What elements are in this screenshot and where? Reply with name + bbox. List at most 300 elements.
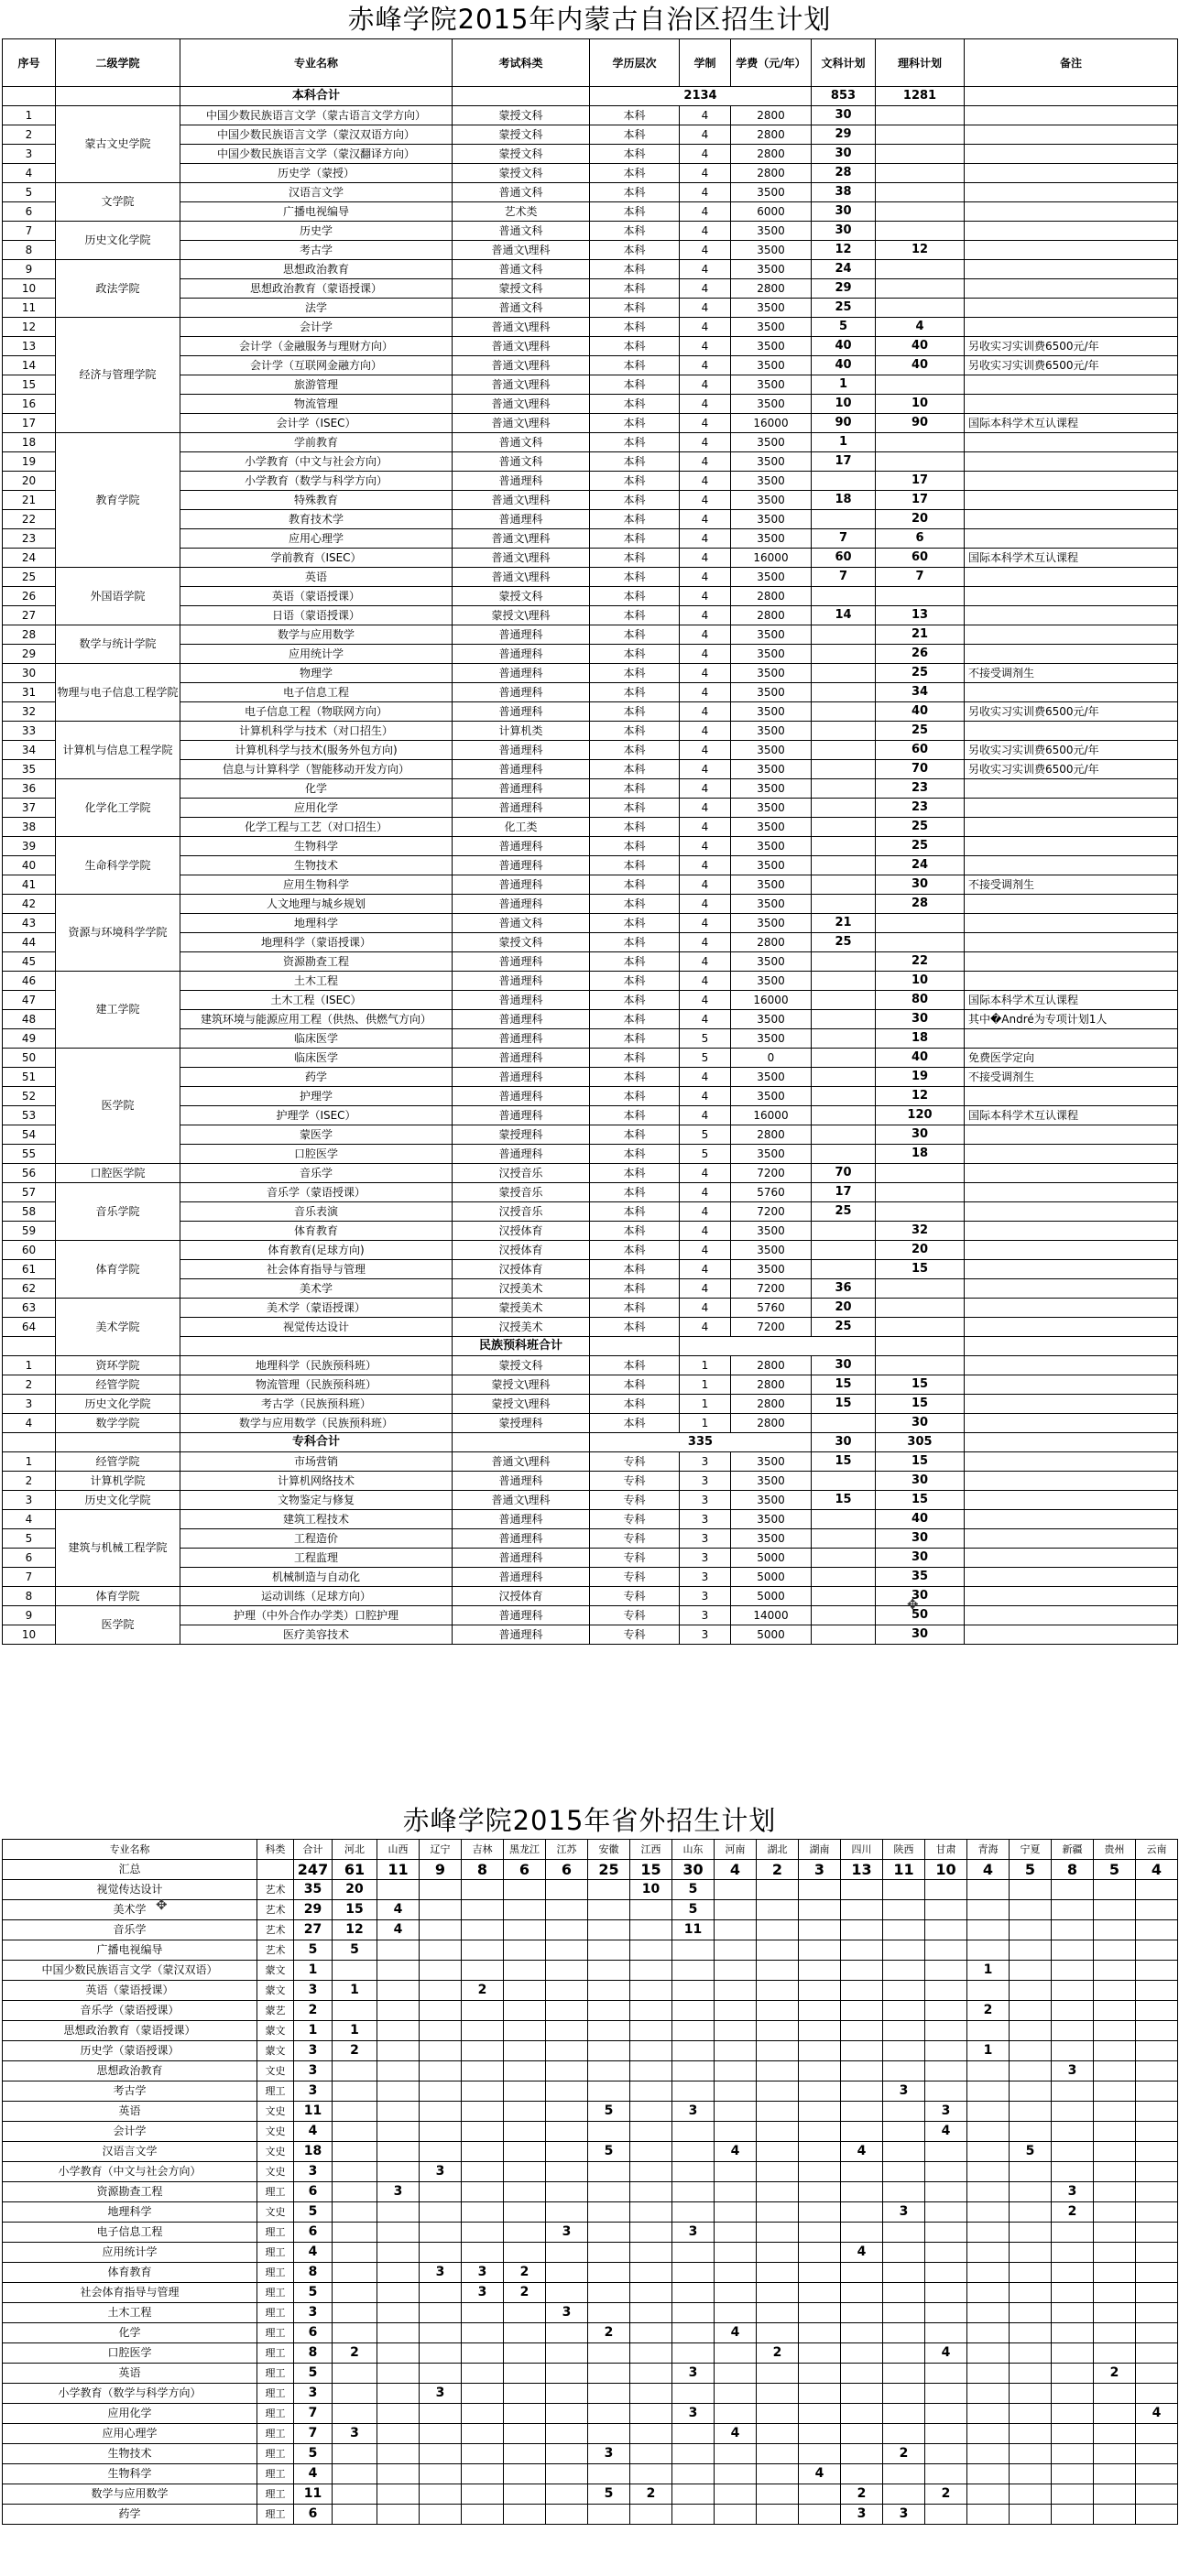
quota-cell (377, 1961, 420, 1981)
quota-cell (377, 2323, 420, 2343)
remark (965, 1260, 1178, 1279)
wen-quota: 18 (812, 491, 876, 510)
quota-cell (1052, 2102, 1094, 2122)
quota-cell (1136, 2283, 1178, 2303)
cell (3, 1337, 56, 1356)
quota-cell (715, 2102, 757, 2122)
quota-cell (333, 2122, 377, 2142)
quota-cell (799, 2283, 841, 2303)
remark: 另收实习实训费6500元/年 (965, 741, 1178, 760)
quota-cell (672, 2202, 715, 2223)
quota-cell (1136, 2102, 1178, 2122)
quota-cell (588, 2404, 630, 2424)
tuition: 3500 (731, 1472, 812, 1491)
wen-quota (812, 1587, 876, 1606)
li-quota: 26 (876, 645, 965, 664)
table-row (3, 1241, 1178, 1260)
li-quota: 7 (876, 568, 965, 587)
quota-cell (462, 2384, 504, 2404)
major-name: 建筑环境与能源应用工程（供热、供燃气方向） (180, 1010, 453, 1029)
quota-cell (546, 2122, 588, 2142)
tuition: 3500 (731, 818, 812, 837)
quota-cell (841, 1900, 883, 1920)
row-number: 25 (3, 568, 56, 587)
wen-quota (812, 1125, 876, 1145)
li-quota: 60 (876, 741, 965, 760)
exam-category: 蒙授文\理科 (453, 1395, 590, 1414)
total-cell: 6 (504, 1860, 546, 1880)
major-name: 机械制造与自动化 (180, 1568, 453, 1587)
degree-level: 本科 (590, 933, 680, 952)
quota-cell (883, 2182, 925, 2202)
quota-cell (504, 1961, 546, 1981)
study-years: 4 (680, 1318, 731, 1337)
quota-cell (883, 2061, 925, 2081)
school-name: 生命科学学院 (56, 837, 180, 895)
total-cell: 25 (588, 1860, 630, 1880)
wen-quota: 28 (812, 164, 876, 183)
exam-category: 蒙授文\理科 (453, 1375, 590, 1395)
major-name: 工程监理 (180, 1549, 453, 1568)
row-number: 15 (3, 375, 56, 395)
quota-cell (377, 2283, 420, 2303)
quota-cell (630, 2303, 672, 2323)
tuition: 3500 (731, 1222, 812, 1241)
section-li: 1281 (876, 87, 965, 106)
quota-cell (1136, 2303, 1178, 2323)
major-name: 会计学（金融服务与理财方向） (180, 337, 453, 356)
tuition: 3500 (731, 741, 812, 760)
tuition: 2800 (731, 106, 812, 125)
li-quota: 15 (876, 1375, 965, 1395)
quota-cell (462, 2001, 504, 2021)
tuition: 3500 (731, 260, 812, 279)
remark: 免费医学定向 (965, 1049, 1178, 1068)
table-row (3, 1900, 1178, 1920)
quota-cell (967, 2303, 1010, 2323)
quota-cell (420, 1940, 462, 1961)
quota-cell (967, 1940, 1010, 1961)
study-years: 4 (680, 529, 731, 549)
tuition: 7200 (731, 1279, 812, 1299)
major-name: 生物科学 (3, 2464, 257, 2484)
tuition: 3500 (731, 1087, 812, 1106)
remark (965, 606, 1178, 625)
exam-category: 汉授音乐 (453, 1202, 590, 1222)
quota-cell (630, 2061, 672, 2081)
quota-cell (967, 1900, 1010, 1920)
quota-cell (420, 2424, 462, 2444)
major-name: 体育教育(足球方向) (180, 1241, 453, 1260)
quota-cell (757, 1981, 799, 2001)
quota-cell (504, 2061, 546, 2081)
li-quota: 25 (876, 664, 965, 683)
major-name: 土木工程 (180, 972, 453, 991)
school-name: 教育学院 (56, 433, 180, 568)
quota-cell (462, 2404, 504, 2424)
remark (965, 1606, 1178, 1625)
li-quota: 30 (876, 875, 965, 895)
major-name: 地理科学 (180, 914, 453, 933)
quota-cell (967, 2364, 1010, 2384)
major-name: 历史学（蒙授） (180, 164, 453, 183)
column-header: 黑龙江 (504, 1840, 546, 1860)
cell (453, 1433, 590, 1452)
quota-cell (1052, 2283, 1094, 2303)
study-years: 4 (680, 606, 731, 625)
major-name: 生物技术 (3, 2444, 257, 2464)
quota-cell (757, 2223, 799, 2243)
quota-cell (333, 2323, 377, 2343)
major-name: 计算机科学与技术（对口招生） (180, 722, 453, 741)
quota-cell (715, 2182, 757, 2202)
quota-cell (967, 2505, 1010, 2525)
degree-level: 本科 (590, 279, 680, 299)
major-name: 电子信息工程 (3, 2223, 257, 2243)
quota-cell (420, 2001, 462, 2021)
quota-cell (588, 1920, 630, 1940)
study-years: 4 (680, 760, 731, 779)
exam-category: 普通文科 (453, 260, 590, 279)
quota-cell (715, 2384, 757, 2404)
quota-cell (462, 2081, 504, 2102)
quota-cell (377, 2142, 420, 2162)
column-header: 江苏 (546, 1840, 588, 1860)
degree-level: 本科 (590, 606, 680, 625)
quota-cell (841, 2384, 883, 2404)
quota-cell (1136, 2223, 1178, 2243)
study-years: 4 (680, 106, 731, 125)
quota-cell (377, 2202, 420, 2223)
quota-cell (925, 2182, 967, 2202)
school-name: 美术学院 (56, 1299, 180, 1356)
tuition: 3500 (731, 837, 812, 856)
remark (965, 395, 1178, 414)
quota-cell (504, 2303, 546, 2323)
school-name: 化学化工学院 (56, 779, 180, 837)
quota-cell (841, 1920, 883, 1940)
quota-cell (715, 2464, 757, 2484)
major-name: 建筑工程技术 (180, 1510, 453, 1529)
quota-cell (1052, 2263, 1094, 2283)
wen-quota (812, 1049, 876, 1068)
quota-cell (462, 2343, 504, 2364)
li-quota: 30 (876, 1587, 965, 1606)
li-quota: 15 (876, 1395, 965, 1414)
quota-cell (1010, 2424, 1052, 2444)
quota-cell: 3 (294, 2162, 333, 2182)
li-quota: 30 (876, 1472, 965, 1491)
quota-cell (630, 2021, 672, 2041)
quota-cell (462, 2464, 504, 2484)
major-name: 小学教育（数学与科学方向） (180, 472, 453, 491)
column-header: 陕西 (883, 1840, 925, 1860)
total-cell: 9 (420, 1860, 462, 1880)
quota-cell (1010, 2102, 1052, 2122)
quota-cell (1010, 2243, 1052, 2263)
table-row (3, 2444, 1178, 2464)
quota-cell (588, 2464, 630, 2484)
degree-level: 本科 (590, 1375, 680, 1395)
category: 理工 (257, 2343, 294, 2364)
table-row (3, 183, 1178, 202)
quota-cell (630, 2384, 672, 2404)
total-cell: 8 (1052, 1860, 1094, 1880)
degree-level: 本科 (590, 318, 680, 337)
li-quota: 25 (876, 837, 965, 856)
quota-cell (462, 2182, 504, 2202)
wen-quota: 40 (812, 337, 876, 356)
quota-cell (1094, 2424, 1136, 2444)
quota-cell: 2 (1094, 2364, 1136, 2384)
li-quota (876, 299, 965, 318)
row-number: 56 (3, 1164, 56, 1183)
remark (965, 1299, 1178, 1318)
quota-cell (715, 1961, 757, 1981)
quota-cell (377, 2102, 420, 2122)
quota-cell (757, 2061, 799, 2081)
quota-cell (672, 2162, 715, 2182)
quota-cell (799, 2484, 841, 2505)
remark (965, 856, 1178, 875)
study-years: 4 (680, 472, 731, 491)
quota-cell (757, 2464, 799, 2484)
li-quota: 32 (876, 1222, 965, 1241)
quota-cell (333, 2001, 377, 2021)
quota-cell (588, 2122, 630, 2142)
major-name: 计算机科学与技术(服务外包方向) (180, 741, 453, 760)
quota-cell (462, 1900, 504, 1920)
row-number: 28 (3, 625, 56, 645)
degree-level: 本科 (590, 414, 680, 433)
quota-cell (672, 1961, 715, 1981)
quota-cell (757, 2243, 799, 2263)
major-name: 医疗美容技术 (180, 1625, 453, 1645)
tuition: 2800 (731, 164, 812, 183)
study-years: 4 (680, 1241, 731, 1260)
major-name: 学前教育（ISEC） (180, 549, 453, 568)
major-name: 日语（蒙语授课） (180, 606, 453, 625)
tuition: 3500 (731, 664, 812, 683)
quota-cell (672, 1981, 715, 2001)
exam-category: 普通理科 (453, 510, 590, 529)
quota-cell (841, 2001, 883, 2021)
major-name: 英语 (3, 2364, 257, 2384)
column-header: 新疆 (1052, 1840, 1094, 1860)
exam-category: 蒙授理科 (453, 1125, 590, 1145)
quota-cell (757, 2081, 799, 2102)
quota-cell (588, 2081, 630, 2102)
quota-cell: 3 (883, 2081, 925, 2102)
major-name: 地理科学 (3, 2202, 257, 2223)
quota-cell (967, 2202, 1010, 2223)
quota-cell (1136, 2081, 1178, 2102)
quota-cell: 3 (546, 2223, 588, 2243)
quota-cell (1136, 2384, 1178, 2404)
category: 蒙艺 (257, 2001, 294, 2021)
quota-cell (672, 2021, 715, 2041)
quota-cell (883, 2162, 925, 2182)
remark (965, 1452, 1178, 1472)
remark (965, 799, 1178, 818)
quota-cell (1052, 2464, 1094, 2484)
exam-category: 普通理科 (453, 683, 590, 702)
quota-cell (672, 2061, 715, 2081)
quota-cell (333, 2102, 377, 2122)
quota-cell (757, 2283, 799, 2303)
quota-cell (377, 2384, 420, 2404)
quota-cell (1136, 2263, 1178, 2283)
major-name: 思想政治教育 (180, 260, 453, 279)
row-number: 16 (3, 395, 56, 414)
remark (965, 722, 1178, 741)
quota-cell (925, 2283, 967, 2303)
degree-level: 专科 (590, 1606, 680, 1625)
quota-cell (588, 2182, 630, 2202)
quota-cell (420, 2444, 462, 2464)
li-quota: 18 (876, 1029, 965, 1049)
quota-cell (333, 2283, 377, 2303)
quota-cell (1052, 2021, 1094, 2041)
quota-cell (715, 1920, 757, 1940)
table-row (3, 895, 1178, 914)
major-name: 视觉传达设计 (180, 1318, 453, 1337)
quota-cell (925, 1920, 967, 1940)
wen-quota: 7 (812, 529, 876, 549)
row-number: 8 (3, 241, 56, 260)
major-name: 市场营销 (180, 1452, 453, 1472)
degree-level: 本科 (590, 1010, 680, 1029)
quota-cell (1052, 1981, 1094, 2001)
quota-cell (967, 2061, 1010, 2081)
study-years: 3 (680, 1606, 731, 1625)
quota-cell (841, 2202, 883, 2223)
quota-cell: 1 (967, 1961, 1010, 1981)
study-years: 4 (680, 933, 731, 952)
degree-level: 本科 (590, 779, 680, 799)
quota-cell (883, 2404, 925, 2424)
quota-cell: 1 (333, 1981, 377, 2001)
row-number: 62 (3, 1279, 56, 1299)
wen-quota (812, 722, 876, 741)
major-name: 法学 (180, 299, 453, 318)
quota-cell (799, 1880, 841, 1900)
table-row (3, 1452, 1178, 1472)
wen-quota: 36 (812, 1279, 876, 1299)
quota-cell (462, 2122, 504, 2142)
quota-cell: 35 (294, 1880, 333, 1900)
major-name: 运动训练（足球方向） (180, 1587, 453, 1606)
quota-cell (799, 2243, 841, 2263)
quota-cell (420, 2041, 462, 2061)
quota-cell (546, 1981, 588, 2001)
remark (965, 529, 1178, 549)
quota-cell (333, 2202, 377, 2223)
category: 理工 (257, 2505, 294, 2525)
exam-category: 普通文\理科 (453, 529, 590, 549)
wen-quota (812, 779, 876, 799)
row-number: 43 (3, 914, 56, 933)
wen-quota: 38 (812, 183, 876, 202)
quota-cell (757, 2323, 799, 2343)
exam-category: 普通理科 (453, 895, 590, 914)
quota-cell (462, 2102, 504, 2122)
row-number: 45 (3, 952, 56, 972)
quota-cell: 4 (294, 2122, 333, 2142)
degree-level: 本科 (590, 568, 680, 587)
quota-cell (588, 1961, 630, 1981)
quota-cell (967, 2243, 1010, 2263)
quota-cell (630, 2283, 672, 2303)
tuition: 2800 (731, 279, 812, 299)
quota-cell: 4 (715, 2142, 757, 2162)
quota-cell (925, 1961, 967, 1981)
li-quota: 13 (876, 606, 965, 625)
study-years: 5 (680, 1145, 731, 1164)
wen-quota: 24 (812, 260, 876, 279)
column-header: 理科计划 (876, 39, 965, 87)
quota-cell: 3 (420, 2263, 462, 2283)
quota-cell (967, 2283, 1010, 2303)
quota-cell (883, 1920, 925, 1940)
remark (965, 299, 1178, 318)
table-row (3, 260, 1178, 279)
quota-cell (1052, 2162, 1094, 2182)
quota-cell (462, 2142, 504, 2162)
row-number: 10 (3, 279, 56, 299)
li-quota: 4 (876, 318, 965, 337)
degree-level: 专科 (590, 1568, 680, 1587)
quota-cell (504, 2424, 546, 2444)
quota-cell (377, 2484, 420, 2505)
school-name: 历史文化学院 (56, 1491, 180, 1510)
quota-cell (715, 2081, 757, 2102)
quota-cell (799, 2102, 841, 2122)
study-years: 3 (680, 1491, 731, 1510)
degree-level: 本科 (590, 664, 680, 683)
quota-cell (630, 2505, 672, 2525)
quota-cell (883, 2021, 925, 2041)
table-row (3, 1491, 1178, 1510)
quota-cell: 3 (294, 1981, 333, 2001)
exam-category: 普通理科 (453, 1068, 590, 1087)
row-number: 3 (3, 145, 56, 164)
quota-cell (630, 2343, 672, 2364)
quota-cell: 1 (294, 1961, 333, 1981)
quota-cell (967, 2223, 1010, 2243)
total-cell: 8 (462, 1860, 504, 1880)
quota-cell (1094, 2484, 1136, 2505)
quota-cell (925, 2081, 967, 2102)
exam-category: 普通文\理科 (453, 375, 590, 395)
quota-cell (504, 2484, 546, 2505)
wen-quota: 21 (812, 914, 876, 933)
tuition: 2800 (731, 125, 812, 145)
table-row (3, 2263, 1178, 2283)
wen-quota: 17 (812, 1183, 876, 1202)
cell (965, 1433, 1178, 1452)
table-row (3, 2303, 1178, 2323)
row-number: 12 (3, 318, 56, 337)
quota-cell (883, 2122, 925, 2142)
category: 艺术 (257, 1880, 294, 1900)
category: 理工 (257, 2081, 294, 2102)
total-cell: 4 (967, 1860, 1010, 1880)
quota-cell (462, 1940, 504, 1961)
quota-cell (546, 2162, 588, 2182)
quota-cell (1136, 1981, 1178, 2001)
column-header: 山东 (672, 1840, 715, 1860)
